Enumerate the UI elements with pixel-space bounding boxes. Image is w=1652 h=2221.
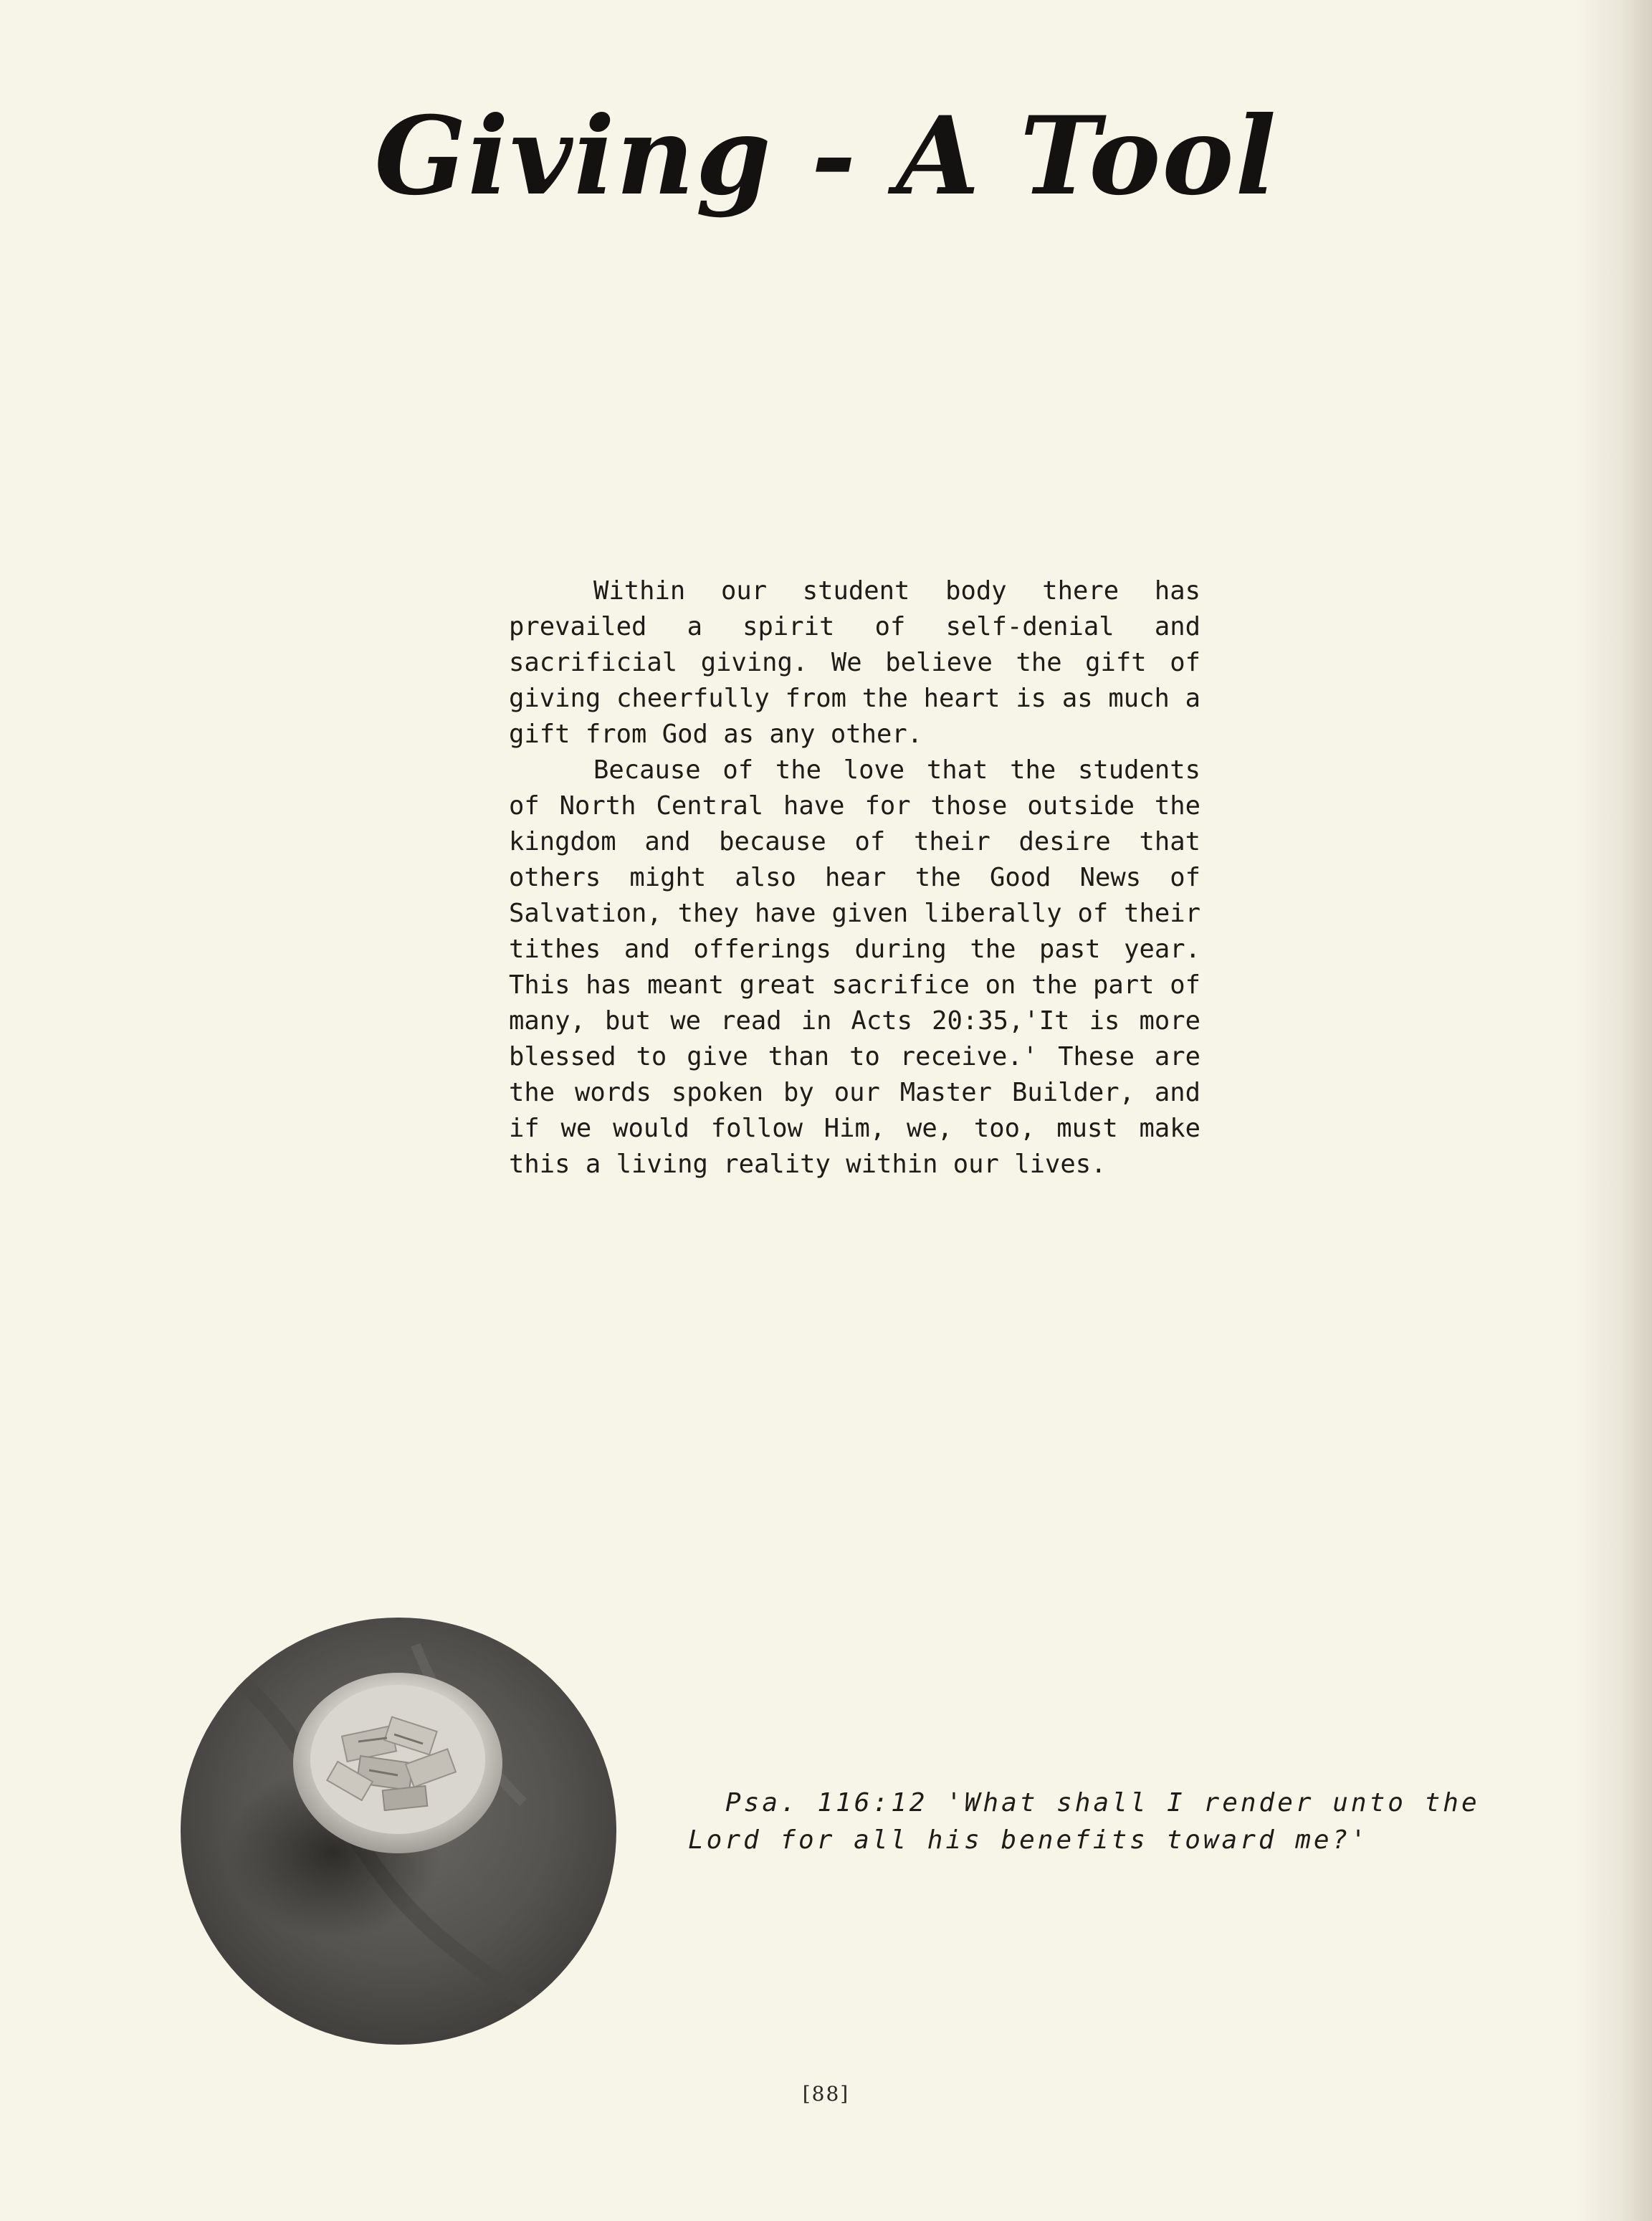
- caption-line-1: Psa. 116:12 'What shall I render unto the: [725, 1788, 1480, 1818]
- body-paragraph-1: Within our student body there has prevailed a spirit of self-denial and sacrificial giving. We believe the gift of giving cheerfully from the heart is as much a gift from God as any other.: [509, 576, 1200, 749]
- article-body: [509, 573, 1200, 1183]
- page-number: [88]: [802, 2082, 850, 2106]
- body-paragraph-2: Because of the love that the students of North Central have for those outside the kingdom and because of their desire that others might also hear the Good News of Salvation, they have given liberally of their tithes and offerings during the past year. This has meant great sacrifice on the part of many, but we read in Acts 20:35,'It is more blessed to give than to receive.' These are the words spoken by our Master Builder, and if we would follow Him, we, too, must make this a living reality within our lives.: [509, 755, 1200, 1179]
- offering-plate-photo: [179, 1616, 618, 2046]
- page-title: Giving - A Tool: [374, 93, 1278, 219]
- caption-line-2: Lord for all his benefits toward me?': [688, 1825, 1369, 1855]
- scripture-caption: [688, 1785, 1498, 1859]
